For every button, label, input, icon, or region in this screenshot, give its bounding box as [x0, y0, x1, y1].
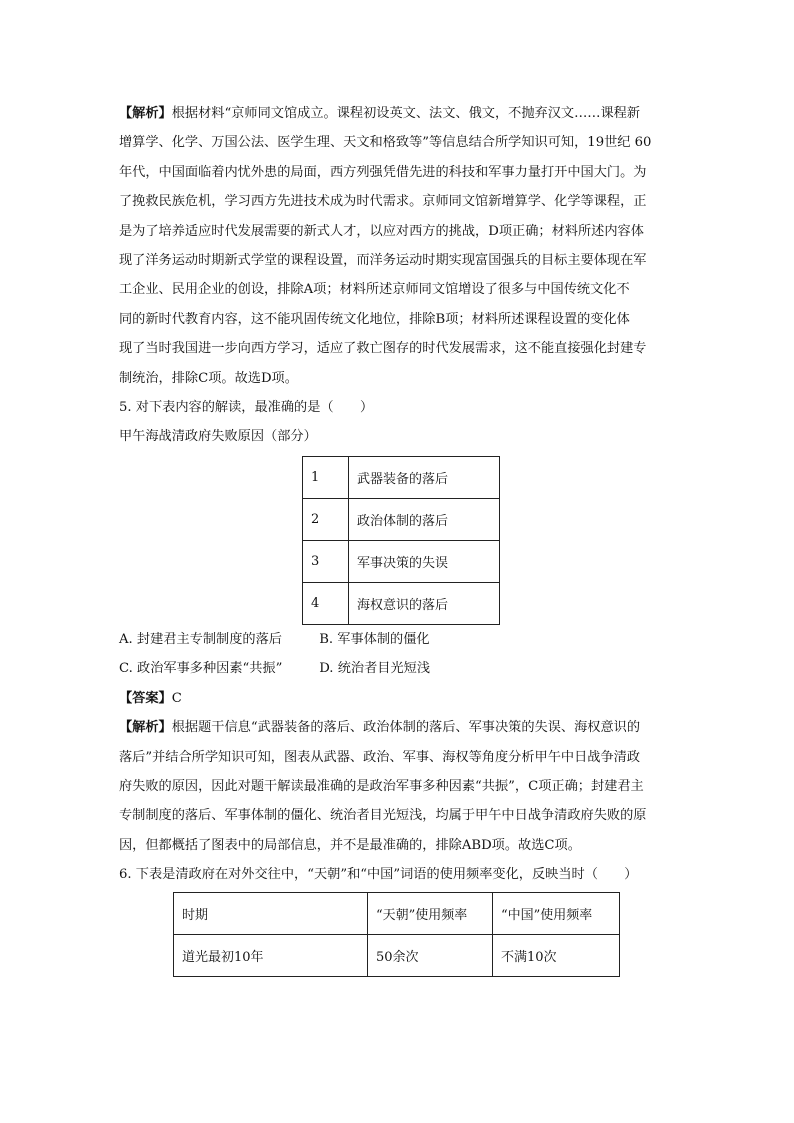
table-caption: 甲午海战清政府失败原因（部分） — [119, 429, 317, 445]
options-row — [119, 625, 675, 654]
analysis-line: 专制制度的落后、军事体制的僵化、统治者目光短浅，均属于甲午中日战争清政府失败的原 — [119, 808, 647, 824]
row-number: 4 — [303, 582, 349, 624]
analysis-line: 增算学、化学、万国公法、医学生理、天文和格致等”等信息结合所学知识可知，19世纪 60 — [119, 135, 652, 151]
row-number: 3 — [303, 540, 349, 582]
column-header: 时期 — [174, 892, 368, 934]
frequency-table — [173, 892, 620, 977]
row-text: 武器装备的落后 — [349, 456, 500, 498]
option-c: C. 政治军事多种因素“共振” — [119, 661, 283, 677]
section-marker: 【答案】 — [119, 690, 172, 706]
row-number: 1 — [303, 456, 349, 498]
row-text: 政治体制的落后 — [349, 498, 500, 540]
analysis-line: 年代，中国面临着内忧外患的局面，西方列强凭借先进的科技和军事力量打开中国大门。为 — [119, 164, 647, 180]
row-text: 军事决策的失误 — [349, 540, 500, 582]
analysis-line: 是为了培养适应时代发展需要的新式人才，以应对西方的挑战，D项正确；材料所述内容体 — [119, 223, 644, 239]
table-header-row — [174, 892, 620, 934]
analysis-q5 — [119, 713, 675, 860]
table-row — [303, 498, 500, 540]
section-marker: 【解析】 — [119, 106, 172, 121]
analysis-line: 现了当时我国进一步向西方学习，适应了救亡图存的时代发展需求，这不能直接强化封建专 — [119, 341, 647, 357]
answer-q5: 【答案】C — [119, 690, 182, 706]
analysis-line: 因，但都概括了图表中的局部信息，并不是最准确的，排除ABD项。故选C项。 — [119, 837, 581, 853]
question-6-stem: 6. 下表是清政府在对外交往中，“天朝”和“中国”词语的使用频率变化，反映当时（ ） — [119, 867, 638, 883]
column-header: “天朝”使用频率 — [368, 892, 493, 934]
analysis-line: 现了洋务运动时期新式学堂的课程设置，而洋务运动时期实现富国强兵的目标主要体现在军 — [119, 253, 647, 269]
table-row — [303, 582, 500, 624]
table-cell: 不满10次 — [493, 934, 620, 976]
analysis-line: 同的新时代教育内容，这不能巩固传统文化地位，排除B项；材料所述课程设置的变化体 — [119, 311, 630, 327]
row-text: 海权意识的落后 — [349, 582, 500, 624]
analysis-line: 府失败的原因，因此对题干解读最准确的是政治军事多种因素“共振”，C项正确；封建君主 — [119, 778, 644, 794]
option-b: B. 军事体制的僵化 — [319, 631, 430, 647]
option-a: A. 封建君主专制制度的落后 — [119, 631, 282, 647]
table-cell: 50余次 — [368, 934, 493, 976]
causes-table — [302, 456, 500, 625]
analysis-line: 【解析】根据材料“京师同文馆成立。课程初设英文、法文、俄文，不抛弃汉文……课程新 — [119, 106, 641, 121]
options-row — [119, 654, 675, 683]
analysis-line: 【解析】根据题干信息“武器装备的落后、政治体制的落后、军事决策的失误、海权意识的 — [119, 720, 641, 736]
options-block — [119, 625, 675, 684]
analysis-line: 落后”并结合所学知识可知，图表从武器、政治、军事、海权等角度分析甲午中日战争清政 — [119, 749, 641, 765]
row-number: 2 — [303, 498, 349, 540]
analysis-q4 — [119, 99, 675, 393]
analysis-line: 工企业、民用企业的创设，排除A项；材料所述京师同文馆增设了很多与中国传统文化不 — [119, 282, 630, 298]
table-row — [174, 934, 620, 976]
column-header: “中国”使用频率 — [493, 892, 620, 934]
table-row — [303, 456, 500, 498]
page-content — [119, 99, 675, 977]
table-row — [303, 540, 500, 582]
section-marker: 【解析】 — [119, 720, 172, 736]
analysis-line: 制统治，排除C项。故选D项。 — [119, 370, 298, 386]
option-d: D. 统治者目光短浅 — [319, 661, 431, 677]
table-cell: 道光最初10年 — [174, 934, 368, 976]
analysis-line: 了挽救民族危机，学习西方先进技术成为时代需求。京师同文馆新增算学、化学等课程，正 — [119, 194, 647, 210]
question-5-stem: 5. 对下表内容的解读，最准确的是（ ） — [119, 400, 374, 416]
